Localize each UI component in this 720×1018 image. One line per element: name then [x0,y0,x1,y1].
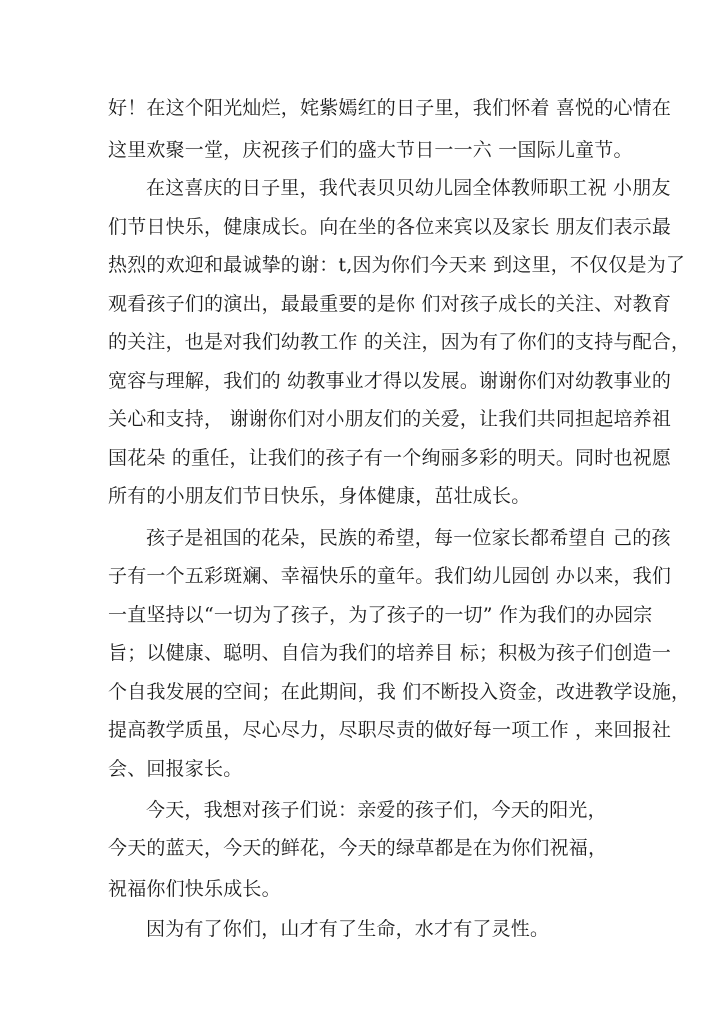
text-line: 因为有了你们，山才有了生命，水才有了灵性。 [146,918,550,940]
text-line: 这里欢聚一堂，庆祝孩子们的盛大节日一一六 一国际儿童节。 [108,139,633,161]
text-line: 旨；以健康、聪明、自信为我们的培养目 标；积极为孩子们创造一 [108,642,672,664]
text-line: 热烈的欢迎和最诚挚的谢：t,因为你们今天来 到这里，不仅仅是为了 [108,254,686,276]
text-line: 们节日快乐，健康成长。向在坐的各位来宾以及家长 朋友们表示最 [108,216,672,238]
text-line: 关心和支持， 谢谢你们对小朋友们的关爱，让我们共同担起培养祖 [108,408,672,430]
text-line: 在这喜庆的日子里，我代表贝贝幼儿园全体教师职工祝 小朋友 [146,177,671,199]
text-line: 所有的小朋友们节日快乐，身体健康，茁壮成长。 [108,485,531,507]
text-line: 今天，我想对孩子们说：亲爱的孩子们，今天的阳光， [146,799,607,821]
text-line: 个自我发展的空间；在此期间，我 们不断投入资金，改进教学设施， [108,681,691,703]
text-line: 孩子是祖国的花朵，民族的希望，每一位家长都希望自 己的孩 [146,527,671,549]
text-line: 一直坚持以“一切为了孩子，为了孩子的一切” 作为我们的办园宗 [108,604,653,626]
text-line: 国花朵 的重任，让我们的孩子有一个绚丽多彩的明天。同时也祝愿 [108,447,672,469]
text-line: 祝福你们快乐成长。 [108,878,281,900]
text-line: 的关注，也是对我们幼教工作 的关注，因为有了你们的支持与配合， [108,331,691,353]
text-line: 今天的蓝天，今天的鲜花，今天的绿草都是在为你们祝福， [108,837,608,859]
text-line: 子有一个五彩斑斓、幸福快乐的童年。我们幼儿园创 办以来，我们 [108,565,672,587]
text-line: 观看孩子们的演出，最最重要的是你 们对孩子成长的关注、对教育 [108,293,672,315]
text-line: 宽容与理解，我们的 幼教事业才得以发展。谢谢你们对幼教事业的 [108,370,672,392]
text-line: 好！在这个阳光灿烂，姹紫嫣红的日子里，我们怀着 喜悦的心情在 [108,97,672,119]
text-line: 提高教学质虽，尽心尽力，尽职尽责的做好每一项工作 ，来回报社 [108,719,672,741]
text-line: 会、回报家长。 [108,758,243,780]
